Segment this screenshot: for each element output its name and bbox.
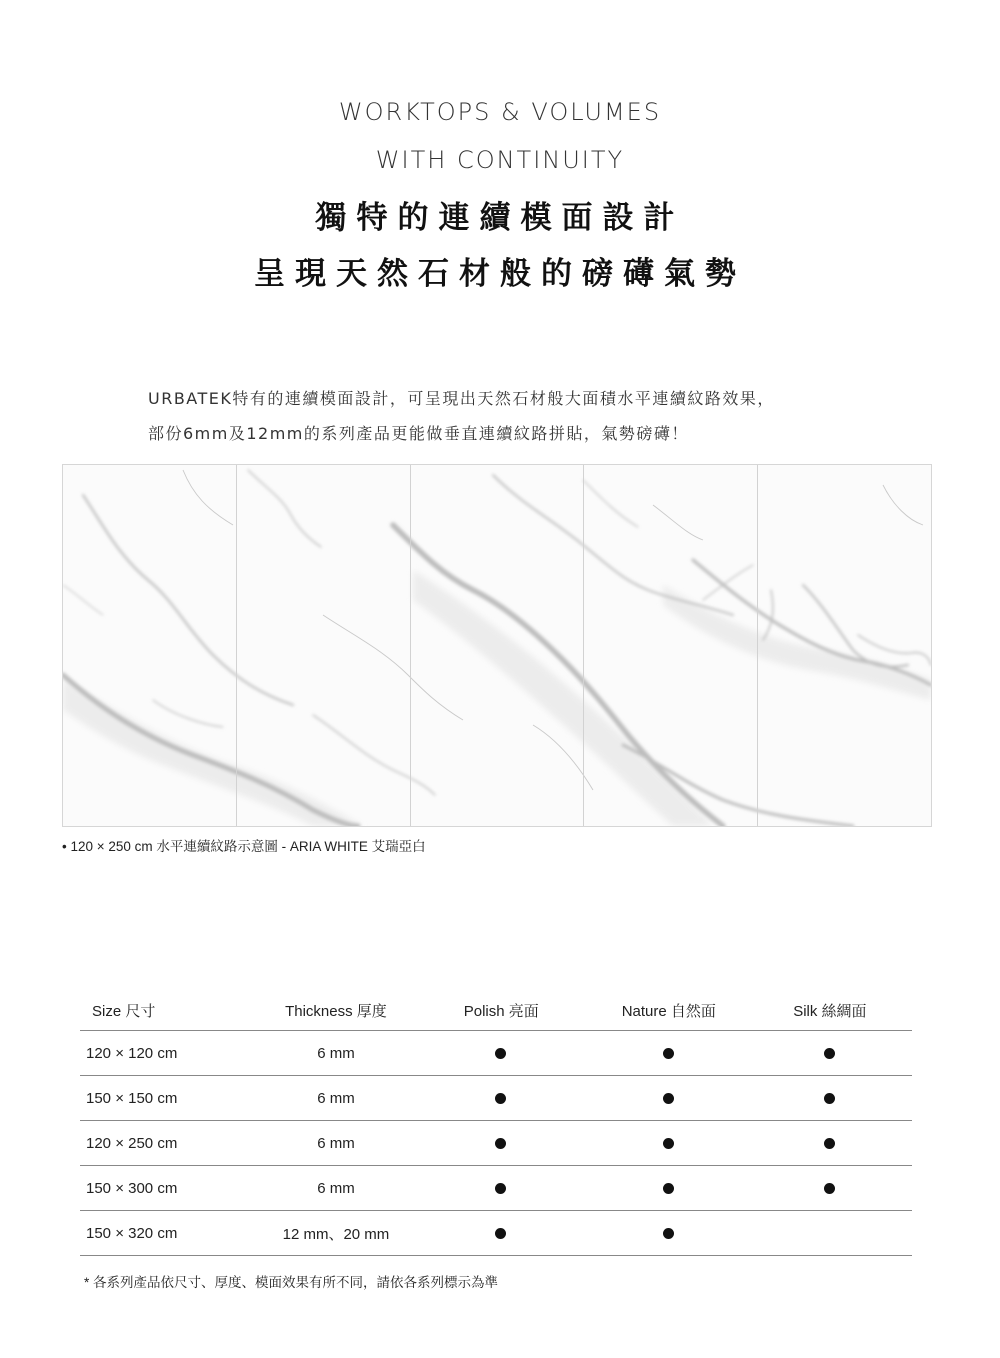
header-nature: Nature 自然面 (590, 990, 748, 1031)
header-silk: Silk 絲綢面 (748, 990, 912, 1031)
available-dot-icon (824, 1048, 835, 1059)
available-dot-icon (495, 1183, 506, 1194)
available-dot-icon (495, 1048, 506, 1059)
cell-thickness: 6 mm (259, 1166, 412, 1211)
table-row (80, 1031, 912, 1076)
cell-polish (413, 1121, 590, 1166)
cell-size: 120 × 250 cm (80, 1121, 259, 1166)
available-dot-icon (663, 1228, 674, 1239)
table-header-row (80, 990, 912, 1031)
cell-polish (413, 1076, 590, 1121)
cell-nature (590, 1166, 748, 1211)
table-row (80, 1166, 912, 1211)
cell-thickness: 6 mm (259, 1076, 412, 1121)
available-dot-icon (824, 1093, 835, 1104)
cell-nature (590, 1211, 748, 1256)
title-en-line1: WORKTOPS & VOLUMES (338, 98, 662, 126)
available-dot-icon (495, 1093, 506, 1104)
header-thickness: Thickness 厚度 (259, 990, 412, 1031)
cell-silk (748, 1211, 912, 1256)
cell-silk (748, 1031, 912, 1076)
cell-polish (413, 1166, 590, 1211)
available-dot-icon (663, 1093, 674, 1104)
available-dot-icon (663, 1183, 674, 1194)
cell-thickness: 6 mm (259, 1121, 412, 1166)
available-dot-icon (824, 1183, 835, 1194)
available-dot-icon (495, 1138, 506, 1149)
cell-size: 150 × 300 cm (80, 1166, 259, 1211)
cell-thickness: 12 mm、20 mm (259, 1211, 412, 1256)
table-row (80, 1121, 912, 1166)
table-row (80, 1211, 912, 1256)
cell-nature (590, 1076, 748, 1121)
available-dot-icon (663, 1138, 674, 1149)
header-size: Size 尺寸 (80, 990, 259, 1031)
title-en-line2: WITH CONTINUITY (375, 146, 625, 174)
marble-slab-panel (62, 464, 932, 827)
title-zh-line1: 獨特的連續模面設計 (315, 200, 685, 236)
header-polish: Polish 亮面 (413, 990, 590, 1031)
cell-silk (748, 1166, 912, 1211)
title-zh-line2: 呈現天然石材般的磅礡氣勢 (254, 256, 746, 292)
footnote: * 各系列產品依尺寸、厚度、模面效果有所不同，請依各系列標示為準 (84, 1275, 499, 1290)
cell-polish (413, 1031, 590, 1076)
marble-veins-graphic (63, 465, 931, 826)
cell-nature (590, 1031, 748, 1076)
spec-table (80, 990, 912, 1256)
available-dot-icon (663, 1048, 674, 1059)
cell-size: 120 × 120 cm (80, 1031, 259, 1076)
cell-size: 150 × 320 cm (80, 1211, 259, 1256)
intro-line2: 部份6mm及12mm的系列產品更能做垂直連續紋路拼貼，氣勢磅礡！ (148, 424, 689, 443)
cell-nature (590, 1121, 748, 1166)
cell-thickness: 6 mm (259, 1031, 412, 1076)
available-dot-icon (495, 1228, 506, 1239)
cell-silk (748, 1121, 912, 1166)
table-row (80, 1076, 912, 1121)
available-dot-icon (824, 1138, 835, 1149)
intro-line1: URBATEK特有的連續模面設計，可呈現出天然石材般大面積水平連續紋路效果， (148, 389, 775, 408)
cell-silk (748, 1076, 912, 1121)
marble-caption: • 120 × 250 cm 水平連續紋路示意圖 - ARIA WHITE 艾瑞亞白 (62, 839, 426, 854)
cell-polish (413, 1211, 590, 1256)
cell-size: 150 × 150 cm (80, 1076, 259, 1121)
